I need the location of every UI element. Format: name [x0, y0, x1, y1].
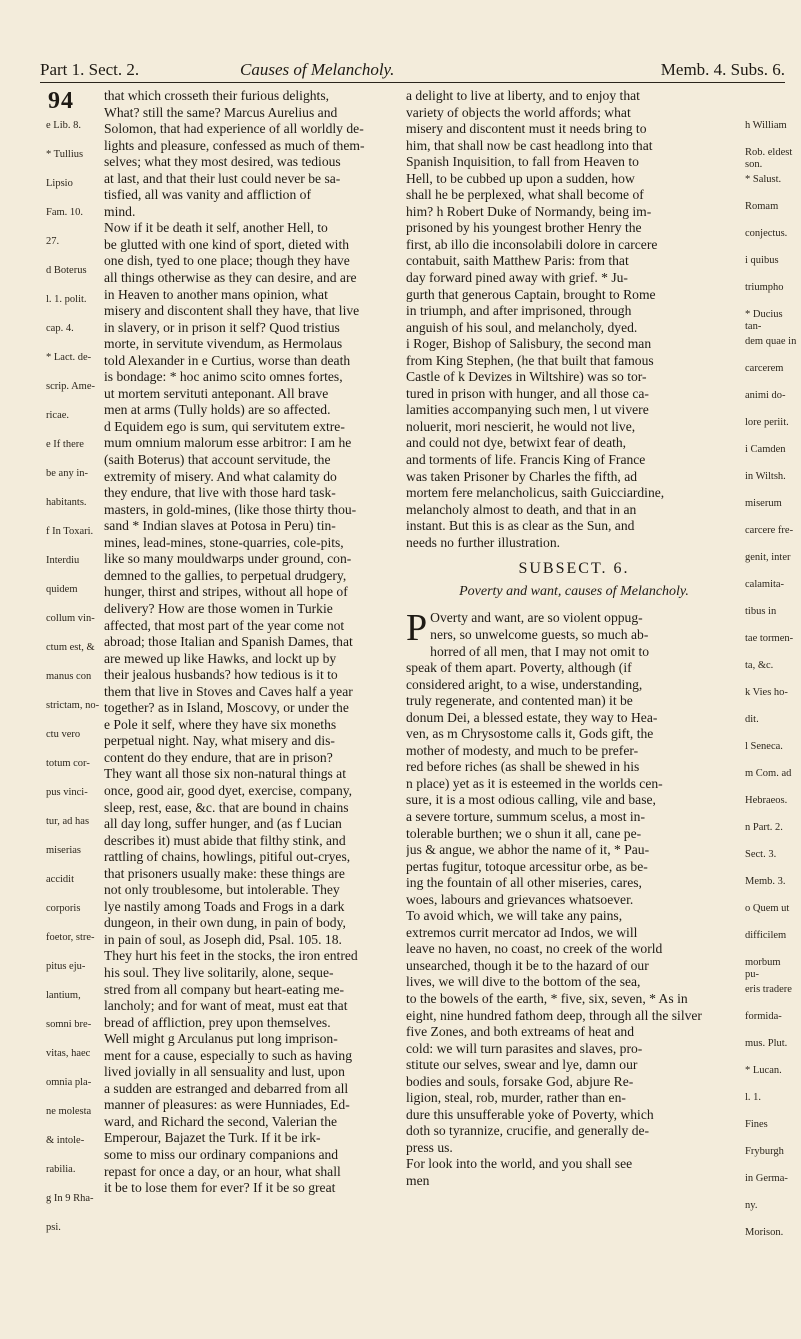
margin-note: manus con [46, 671, 92, 682]
subsection-heading: SUBSECT. 6. [518, 560, 630, 578]
margin-note: strictam, no- [46, 700, 100, 711]
text-line: ment for a cause, especially to such as having [104, 1047, 352, 1063]
text-line: dure this unsufferable yoke of Poverty, which [406, 1106, 654, 1122]
text-line: and torments of life. Francis King of France [406, 452, 646, 468]
margin-note: o Quem ut [745, 903, 790, 914]
text-line: lancholy; and for want of meat, must eat that [104, 998, 348, 1014]
text-line: one dish, tyed to one place; though they have [104, 253, 350, 269]
margin-note: Lipsio [46, 178, 73, 189]
margin-note: ne molesta [46, 1106, 92, 1117]
text-line: a sudden are estranged and debarred from all [104, 1080, 349, 1096]
text-line: told Alexander in e Curtius, worse than death [104, 352, 351, 368]
text-line: hunger, thirst and stripes, without all hope of [104, 584, 348, 600]
text-line: men at arms (Tully holds) are so affected. [104, 402, 331, 418]
text-line: Emperour, Bajazet the Turk. If it be irk- [104, 1130, 321, 1146]
margin-note: i quibus [745, 255, 779, 266]
text-line: manner of pleasures: as were Hunniades, Ed- [104, 1097, 350, 1113]
text-line: Well might g Arculanus put long imprison- [104, 1031, 338, 1047]
margin-note: cap. 4. [46, 323, 74, 334]
text-line: bread of affliction, prey upon themselves. [104, 1014, 331, 1030]
margin-note: d Boterus [46, 265, 87, 276]
header-title: Causes of Melancholy. [240, 60, 395, 79]
drop-cap: P [406, 607, 428, 650]
text-line: melancholy almost to death, and that in an [406, 501, 637, 517]
text-line: in pain of soul, as Joseph did, Psal. 105. 18. [104, 931, 342, 947]
margin-note: psi. [46, 1222, 61, 1233]
margin-note: triumpho [745, 282, 784, 293]
margin-note: l. 1. [745, 1092, 762, 1103]
text-line: donum Dei, a blessed estate, they way to Hea- [406, 709, 658, 725]
right-column-part-b [406, 607, 742, 1189]
margin-note: pitus eju- [46, 961, 86, 972]
margin-note: i Camden [745, 444, 786, 455]
text-line: sand * Indian slaves at Potosa in Peru) tin- [104, 518, 336, 534]
text-line: rattling of chains, howlings, pitiful out-cryes, [104, 849, 351, 865]
text-line: together? as in Island, Moscovy, or under the [104, 700, 349, 716]
text-line: Spanish Inquisition, to fall from Heaven to [406, 154, 639, 170]
text-line: perpetual night. Nay, what misery and dis- [104, 733, 335, 749]
margin-note: k Vies ho- [745, 687, 788, 698]
text-line: eight, nine hundred fathom deep, through all the silver [406, 1007, 702, 1023]
margin-note: scrip. Ame- [46, 381, 95, 392]
margin-note: somni bre- [46, 1019, 92, 1030]
margin-note: difficilem [745, 930, 787, 941]
text-line: repast for once a day, or an hour, what shall [104, 1163, 341, 1179]
text-line: cold: we will turn parasites and slaves, pro- [406, 1040, 643, 1056]
text-line: lived jovially in all sensuality and lust, upon [104, 1064, 345, 1080]
margin-note: quidem [46, 584, 78, 595]
text-line: his soul. They live solitarily, alone, seque- [104, 964, 334, 980]
text-line: What? still the same? Marcus Aurelius and [104, 104, 338, 120]
header-part: Part 1. Sect. 2. [40, 60, 140, 79]
margin-note: g In 9 Rha- [46, 1193, 94, 1204]
margin-note: Memb. 3. [745, 876, 786, 887]
margin-note: ricae. [46, 410, 70, 421]
margin-note: Hebraeos. [745, 795, 788, 806]
text-line: ing the fountain of all other miseries, cares, [406, 875, 642, 891]
margin-note: ny. [745, 1200, 758, 1211]
text-line: was taken Prisoner by Charles the fifth, ad [406, 468, 638, 484]
text-line: to the bowels of the earth, * five, six, seven, * As in [406, 990, 688, 1006]
text-line: jus & angue, we abhor the name of it, * Pau- [406, 842, 650, 858]
margin-note: carcere fre- [745, 525, 794, 536]
margin-note: Fines [745, 1119, 768, 1130]
text-line: once, good air, good dyet, exercise, company, [104, 782, 353, 798]
text-line: them that live in Stoves and Caves half a year [104, 683, 353, 699]
text-line: horred of all men, that I may not omit to [430, 643, 650, 659]
text-line: needs no further illustration. [406, 534, 561, 550]
text-line: unsearched, though it be to the hazard of our [406, 957, 649, 973]
text-line: Now if it be death it self, another Hell, to [104, 220, 328, 236]
text-line: mum omnium malorum esse arbitror: I am he [104, 435, 352, 451]
margin-note: totum cor- [46, 758, 90, 769]
text-line: gurth that generous Captain, brought to Rome [406, 286, 656, 302]
text-line: affected, that most part of the year come not [104, 617, 345, 633]
text-line: selves; what they most desired, was tedious [104, 154, 341, 170]
text-line: day forward pined away with grief. * Ju- [406, 270, 628, 286]
margin-note: vitas, haec [46, 1048, 91, 1059]
text-line: and could not dye, betwixt fear of death, [406, 435, 627, 451]
text-line: pertas fugitur, totoque arcessitur orbe, as be- [406, 858, 648, 874]
margin-note: Fryburgh [745, 1146, 784, 1157]
text-line: prisoned by his youngest brother Henry the [406, 220, 642, 236]
text-line: leave no haven, no coast, no creek of the world [406, 941, 663, 957]
text-line: content do they endure, that are in prison? [104, 749, 333, 765]
text-line: masters, in gold-mines, (like those thirty thou- [104, 501, 357, 517]
margin-note: dem quae in [745, 336, 797, 347]
text-line: dungeon, in their own dung, in pain of body, [104, 915, 346, 931]
text-line: ners, so unwelcome guests, so much ab- [430, 626, 649, 642]
text-line: red before riches (as shall be shewed in his [406, 759, 640, 775]
text-line: first, ab illo die inconsolabili dolore in carcere [406, 236, 658, 252]
text-line: demned to the gallies, to perpetual drudgery, [104, 567, 347, 583]
margin-note: m Com. ad [745, 768, 792, 779]
margin-note: l Seneca. [745, 741, 783, 752]
text-line: tisfied, all was vanity and affliction of [104, 187, 311, 203]
text-line: woes, labours and grievances whatsoever. [406, 891, 634, 907]
text-line: tolerable burthen; we o shun it all, cane pe- [406, 825, 642, 841]
text-line: stitute our selves, swear and lye, damn our [406, 1057, 638, 1073]
margin-note: tibus in [745, 606, 777, 617]
text-line: Hell, to be cubbed up upon a sudden, how [406, 170, 635, 186]
text-line: sure, it is a most odious calling, vile and base, [406, 792, 656, 808]
margin-note: dit. [745, 714, 759, 725]
margin-note: * Salust. [745, 174, 782, 185]
margin-note: tae tormen- [745, 633, 794, 644]
margin-note: * Tullius [46, 149, 84, 160]
margin-note: habitants. [46, 497, 87, 508]
text-line: that which crosseth their furious delights, [104, 88, 330, 103]
margin-note: Fam. 10. [46, 207, 84, 218]
margin-note: mus. Plut. [745, 1038, 788, 1049]
text-line: truly regenerate, and contented man) it be [406, 693, 633, 709]
margin-note: calamita- [745, 579, 785, 590]
page-number: 94 [48, 88, 74, 114]
text-line: be glutted with one kind of sport, dieted with [104, 236, 350, 252]
text-line: shall he be perplexed, what shall become of [406, 187, 644, 203]
margin-note: f In Toxari. [46, 526, 94, 537]
text-line: from King Stephen, (he that built that famous [406, 352, 654, 368]
text-line: Solomon, that had experience of all worldly de- [104, 121, 364, 137]
margin-note: Morison. [745, 1227, 784, 1238]
text-line: Overty and want, are so violent oppug- [430, 610, 643, 626]
text-line: doth so tyrannize, crucifie, and generally de- [406, 1123, 650, 1139]
text-line: bodies and souls, forsake God, abjure Re- [406, 1073, 634, 1089]
running-header [40, 56, 785, 83]
text-line: lye nastily among Toads and Frogs in a dark [104, 898, 345, 914]
text-line: him? h Robert Duke of Normandy, being im- [406, 203, 652, 219]
text-line: anguish of his soul, and melancholy, dyed. [406, 319, 638, 335]
right-column-part-a [406, 88, 742, 551]
text-line: not only troublesome, but intolerable. They [104, 882, 340, 898]
text-line: their jealous husbands? how tedious is it to [104, 667, 338, 683]
margin-note: Rob. eldest son. [745, 147, 793, 170]
text-line: i Roger, Bishop of Salisbury, the second man [406, 336, 652, 352]
margin-note: Romam [745, 201, 779, 212]
text-line: a delight to live at liberty, and to enjoy that [406, 88, 640, 103]
text-line: in Heaven to another mans opinion, what [104, 286, 328, 302]
text-line: contabuit, saith Matthew Paris: from that [406, 253, 629, 269]
margin-note: 27. [46, 236, 60, 247]
text-line: n place) yet as it is esteemed in the worlds cen- [406, 775, 663, 791]
margin-note: corporis [46, 903, 81, 914]
margin-note: ctum est, & [46, 642, 95, 653]
text-line: (saith Boterus) that account servitude, the [104, 452, 331, 468]
margin-note: tur, ad has [46, 816, 90, 827]
text-line: that prisoners usually make: these things are [104, 865, 345, 881]
margin-note: Interdiu [46, 555, 80, 566]
text-line: considered aright, to a wise, understanding, [406, 676, 643, 692]
text-line: speak of them apart. Poverty, although (if [406, 660, 632, 676]
margin-note: pus vinci- [46, 787, 88, 798]
text-line: mother of modesty, and much to be prefer- [406, 742, 639, 758]
margin-note: * Lucan. [745, 1065, 782, 1076]
text-line: men [406, 1173, 430, 1188]
margin-note: morbum pu- [745, 957, 781, 980]
margin-note: in Wiltsh. [745, 471, 786, 482]
margin-note: n Part. 2. [745, 822, 783, 833]
text-line: Castle of k Devizes in Wiltshire) was so tor- [406, 369, 647, 385]
margin-note: * Ducius tan- [745, 309, 783, 332]
margin-note: conjectus. [745, 228, 788, 239]
text-line: like so many mouldwarps under ground, con- [104, 551, 352, 567]
margin-note: * Lact. de- [46, 352, 92, 363]
text-line: abroad; those Italian and Spanish Dames, that [104, 634, 353, 650]
margin-note: e If there [46, 439, 84, 450]
left-column [104, 88, 400, 1197]
margin-note: miserias [46, 845, 81, 856]
margin-note: rabilia. [46, 1164, 76, 1175]
margin-note: miserum [745, 498, 782, 509]
text-line: lamities accompanying such men, l ut vivere [406, 402, 649, 418]
text-line: in slavery, or in prison it self? Quod tristius [104, 319, 340, 335]
text-line: variety of objects the world affords; what [406, 104, 631, 120]
margin-note: lore periit. [745, 417, 789, 428]
text-line: five Zones, and both extreams of heat and [406, 1024, 634, 1040]
text-line: misery and discontent shall they have, that live [104, 303, 360, 319]
text-line: delivery? How are those women in Turkie [104, 600, 333, 616]
text-line: extremity of misery. And what calamity do [104, 468, 337, 484]
margin-note: genit, inter [745, 552, 791, 563]
text-line: For look into the world, and you shall see [406, 1156, 633, 1172]
text-line: him, that shall now be cast headlong into that [406, 137, 653, 153]
text-line: lives, we will dive to the bottom of the sea, [406, 974, 641, 990]
margin-note: ta, &c. [745, 660, 774, 671]
header-memb: Memb. 4. Subs. 6. [660, 60, 785, 79]
margin-note: accidit [46, 874, 74, 885]
margin-note: h William [745, 120, 787, 131]
margin-note: foetor, stre- [46, 932, 95, 943]
text-line: noluerit, mori nescierit, he would not live, [406, 418, 636, 434]
text-line: instant. But this is as clear as the Sun, and [406, 518, 635, 534]
text-line: They want all those six non-natural things at [104, 766, 346, 782]
text-line: describes it) must abide that filthy stink, and [104, 832, 346, 848]
text-line: it be to lose them for ever? If it be so great [104, 1180, 336, 1196]
text-line: all day long, suffer hunger, and (as f Lucian [104, 816, 342, 832]
text-line: are mewed up like Hawks, and lockt up by [104, 650, 337, 666]
margin-note: e Lib. 8. [46, 120, 81, 131]
subsection-title: Poverty and want, causes of Melancholy. [459, 583, 689, 599]
text-line: at last, and that their lust could never be sa- [104, 170, 341, 186]
text-line: sleep, rest, ease, &c. that are bound in chains [104, 799, 349, 815]
text-line: in triumph, and after imprisoned, through [406, 303, 632, 319]
text-line: tured in prison with hunger, and all those ca- [406, 385, 649, 401]
margin-note: Sect. 3. [745, 849, 777, 860]
text-line: a severe torture, summum scelus, a most in- [406, 808, 645, 824]
margin-note: lantium, [46, 990, 81, 1001]
text-line: is bondage: * hoc animo scito omnes fortes, [104, 369, 343, 385]
margin-note: eris tradere [745, 984, 792, 995]
margin-note: animi do- [745, 390, 786, 401]
margin-note: l. 1. polit. [46, 294, 87, 305]
text-line: d Equidem ego is sum, qui servitutem extre- [104, 418, 345, 434]
text-line: extremos currit mercator ad Indos, we will [406, 924, 638, 940]
text-line: stred from all company but heart-eating me- [104, 981, 345, 997]
text-line: some to miss our ordinary companions and [104, 1147, 339, 1162]
text-line: they endure, that live with those hard task- [104, 485, 336, 501]
text-line: They hurt his feet in the stocks, the iron entred [104, 948, 358, 964]
text-line: To avoid which, we will take any pains, [406, 908, 623, 924]
margin-note: formida- [745, 1011, 782, 1022]
margin-note: ctu vero [46, 729, 81, 740]
text-line: press us. [406, 1139, 453, 1155]
margin-note: collum vin- [46, 613, 95, 624]
text-line: ward, and Richard the second, Valerian the [104, 1113, 338, 1129]
text-line: mines, lead-mines, stone-quarries, cole-pits, [104, 534, 344, 550]
text-line: mortem fere melancholicus, saith Guicciardine, [406, 485, 665, 501]
text-line: e Pole it self, where they have six moneths [104, 716, 337, 732]
text-line: ut mortem servituti anteponant. All brave [104, 385, 329, 401]
text-line: lights and pleasure, confessed as much of them- [104, 137, 365, 153]
text-line: mind. [104, 203, 136, 219]
margin-note: omnia pla- [46, 1077, 92, 1088]
text-line: ligion, steal, rob, murder, rather than en- [406, 1090, 626, 1106]
text-line: morte, in servitute vivendum, as Hermolaus [104, 336, 343, 352]
text-line: misery and discontent must it needs bring to [406, 121, 647, 137]
margin-note: be any in- [46, 468, 88, 479]
right-column [406, 88, 742, 1190]
margin-note: carcerem [745, 363, 784, 374]
margin-note: & intole- [46, 1135, 85, 1146]
text-line: ven, as m Chrysostome calls it, Gods gift, the [406, 726, 654, 742]
text-line: all things otherwise as they can desire, and are [104, 270, 357, 286]
margin-note: in Germa- [745, 1173, 788, 1184]
